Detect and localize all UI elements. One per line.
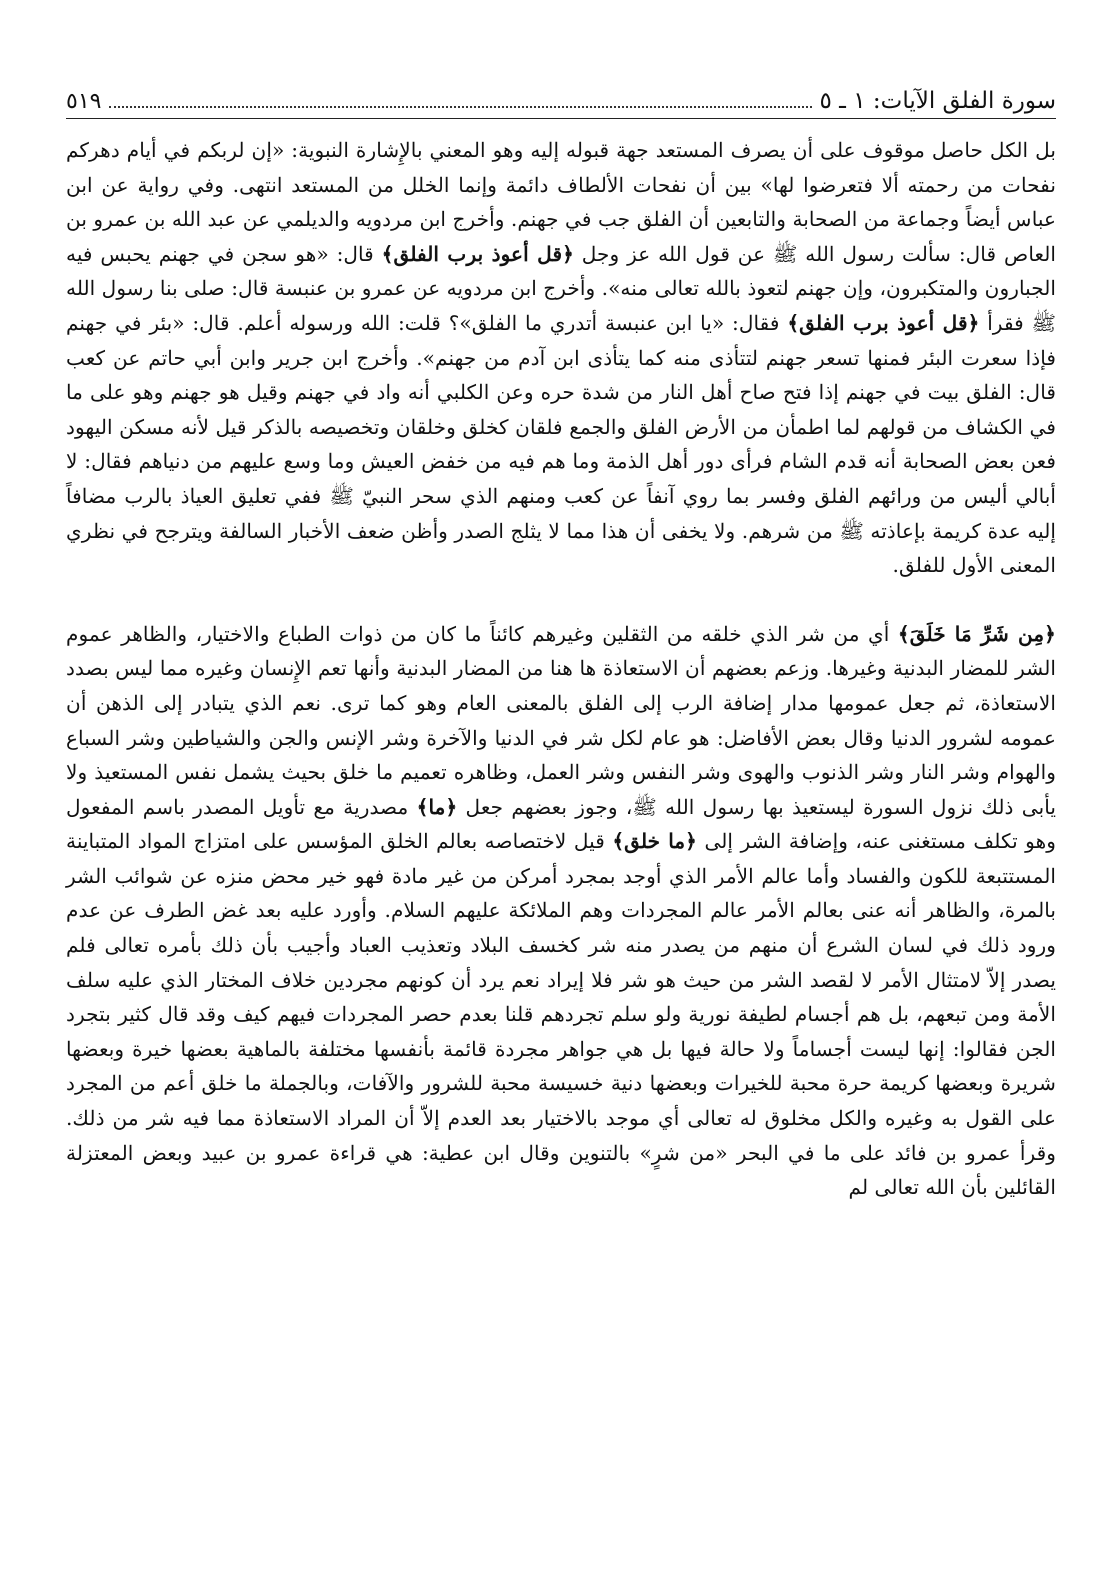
text-segment: قيل لاختصاصه بعالم الخلق المؤسس على امتزاج المواد المتباينة المستتبعة للكون والفساد وأما عالم الأمر الذي أوجد بمجرد أمركن من غير مادة فهو خير محض منزه عن شوائب الشر بالمرة، والظاهر أنه عنى بعالم الأمر عالم المجردات وهم الملائكة عليهم السلام. وأورد عليه بعد غض الطرف عن عدم ورود ذلك في لسان الشرع أن منهم من يصدر منه شر كخسف البلاد وتعذيب العباد وأجيب بأن ذلك بأمره تعالى فلم يصدر إلاّ لامتثال الأمر لا لقصد الشر من حيث هو شر فلا إيراد نعم يرد أن كونهم مجردين خلاف المختار الذي عليه سلف الأمة ومن تبعهم، بل هم أجسام لطيفة نورية ولو سلم تجردهم قلنا بعدم حصر المجردات فيهم كيف وقد قال كثير بتجرد الجن فقالوا: إنها ليست أجساماً ولا حالة فيها بل هي جواهر مجردة قائمة بأنفسها مختلفة بالماهية بعضها خيرة وبعضها شريرة وبعضها كريمة حرة محبة للخيرات وبعضها دنية خسيسة محبة للشرور والآفات، وبالجملة ما خلق أعم من المجرد على القول به وغيره والكل مخلوق له تعالى أي موجد بالاختيار بعد العدم إلاّ أن المراد الاستعاذة مما فيه شر من ذلك. وقرأ عمرو بن فائد على ما في البحر «من شرٍ» بالتنوين وقال ابن عطية: هي قراءة عمرو بن عبيد وبعض المعتزلة القائلين بأن الله تعالى لم bbox=[66, 829, 1056, 1200]
text-segment: فقال: «يا ابن عنبسة أتدري ما الفلق»؟ قلت: الله ورسوله أعلم. قال: «بئر في جهنم فإذا سعرت البئر فمنها تسعر جهنم لتتأذى منه كما يتأذى ابن آدم من جهنم». وأخرج ابن جرير وابن أبي حاتم عن كعب قال: الفلق بيت في جهنم إذا فتح صاح أهل النار من شدة حره وعن الكلبي أنه واد في جهنم وقيل هو جهنم وهو على ما في الكشاف من قولهم لما اطمأن من الأرض الفلق والجمع فلقان كخلق وخلقان وتخصيصه بالذكر قيل لأنه مسكن اليهود فعن بعض الصحابة أنه قدم الشام فرأى دور أهل الذمة وما هم فيه من خفض العيش وما وسع عليهم من دنياهم فقال: لا أبالي أليس من ورائهم الفلق وفسر بما روي آنفاً عن كعب ومنهم الذي سحر النبيّ ﷺ ففي تعليق العياذ بالرب مضافاً إليه عدة كريمة بإعاذته ﷺ من شرهم. ولا يخفى أن هذا مما لا يثلج الصدر وأظن ضعف الأخبار السالفة ويترجح في نظري المعنى الأول للفلق. bbox=[66, 310, 1056, 578]
quran-quote: ﴿قل أعوذ برب الفلق﴾ bbox=[787, 310, 980, 335]
surah-title: سورة الفلق الآيات: ١ ـ ٥ bbox=[819, 88, 1056, 114]
running-header bbox=[66, 78, 1056, 119]
quran-quote: ﴿ما﴾ bbox=[416, 794, 458, 819]
text-segment: أي من شر الذي خلقه من الثقلين وغيرهم كائناً ما كان من ذوات الطباع والاختيار، والظاهر عموم الشر للمضار البدنية وغيرها. وزعم بعضهم أن الاستعاذة ها هنا من المضار البدنية وأنها تعم الإِنسان وغيره مما ليس بصدد الاستعاذة، ثم جعل عمومها مدار إضافة الرب إلى الفلق بالمعنى العام وهو كما ترى. نعم الذي يتبادر إلى الذهن أن عمومه لشرور الدنيا وقال بعض الأفاضل: هو عام لكل شر في الدنيا والآخرة وشر الإنس والجن والشياطين وشر السباع والهوام وشر النار وشر الذنوب والهوى وشر النفس وشر العمل، وظاهره تعميم ما خلق بحيث يشمل نفس المستعيذ ولا يأبى ذلك نزول السورة ليستعيذ بها رسول الله ﷺ، وجوز بعضهم جعل bbox=[66, 621, 1056, 819]
text-segment: مصدرية مع تأويل المصدر باسم المفعول وهو تكلف مستغنى عنه، وإضافة الشر إلى bbox=[66, 794, 1056, 854]
paragraph-1 bbox=[66, 133, 1056, 583]
book-page bbox=[66, 78, 1056, 1548]
page-number: ٥١٩ bbox=[66, 89, 102, 114]
body-text bbox=[66, 133, 1056, 1205]
quran-quote: ﴿قل أعوذ برب الفلق﴾ bbox=[381, 241, 574, 266]
leader-dots bbox=[109, 105, 811, 108]
quran-quote: ﴿مِن شَرِّ مَا خَلَقَ﴾ bbox=[897, 621, 1056, 646]
paragraph-2 bbox=[66, 617, 1056, 1205]
quran-quote: ﴿ما خلق﴾ bbox=[612, 829, 697, 854]
text-segment: قال: «هو سجن في جهنم يحبس فيه الجبارون والمتكبرون، وإن جهنم لتعوذ بالله تعالى منه». وأخرج ابن مردويه عن عمرو بن عنبسة قال: صلى بنا رسول الله ﷺ فقرأ bbox=[66, 241, 1056, 335]
text-segment: بل الكل حاصل موقوف على أن يصرف المستعد جهة قبوله إليه وهو المعني بالإِشارة النبوية: «إن لربكم في أيام دهركم نفحات من رحمته ألا فتعرضوا لها» بين أن نفحات الألطاف دائمة وإنما الخلل من المستعد انتهى. وفي رواية عن ابن عباس أيضاً وجماعة من الصحابة والتابعين أن الفلق جب في جهنم. وأخرج ابن مردويه والديلمي عن عبد الله بن عمرو بن العاص قال: سألت رسول الله ﷺ عن قول الله عز وجل bbox=[66, 138, 1056, 266]
